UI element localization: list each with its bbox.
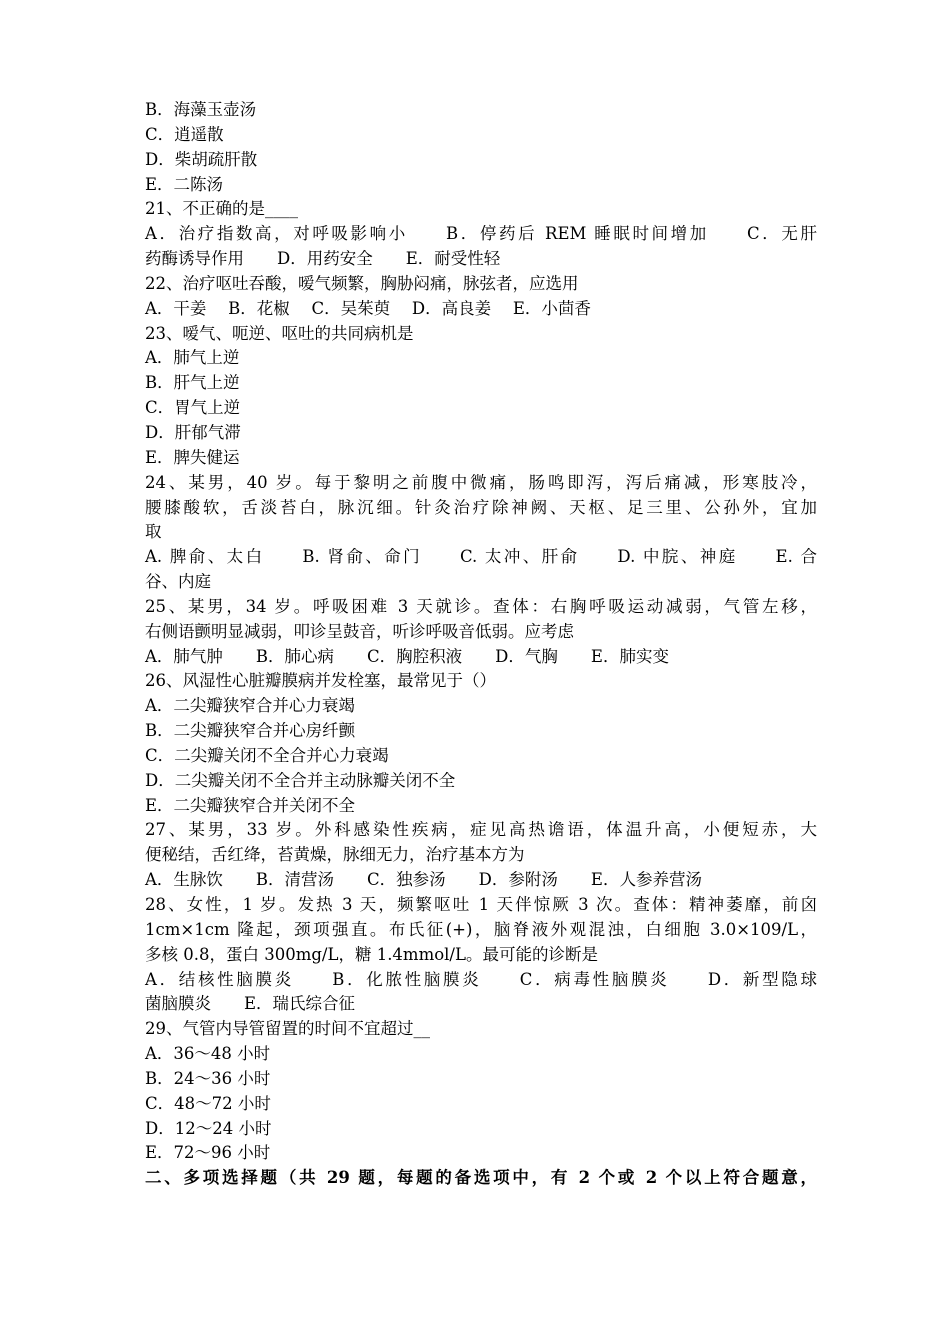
text-line: A．治疗指数高，对呼吸影响小 B．停药后 REM 睡眠时间增加 C．无肝 (145, 224, 817, 244)
text-line: D．柴胡疏肝散 (145, 149, 258, 169)
text-line: 21、不正确的是____ (145, 199, 298, 219)
text-line: D．肝郁气滞 (145, 422, 241, 442)
text-line: 29、气管内导管留置的时间不宜超过__ (145, 1019, 430, 1039)
text-line: B．海藻玉壶汤 (145, 100, 257, 119)
text-line: 25、某男，34 岁。呼吸困难 3 天就诊。查体：右胸呼吸运动减弱，气管左移， (145, 596, 817, 616)
text-line: D．12～24 小时 (145, 1118, 272, 1138)
section-heading-line: 二、多项选择题（共 29 题，每题的备选项中，有 2 个或 2 个以上符合题意， (145, 1168, 817, 1188)
text-line: 22、治疗呕吐吞酸，嗳气频繁，胸胁闷痛，脉弦者，应选用 (145, 273, 579, 293)
text-line: 药酶诱导作用 D．用药安全 E．耐受性轻 (145, 249, 501, 269)
text-line: 谷、内庭 (145, 572, 211, 592)
text-line: 多核 0.8，蛋白 300mg/L，糖 1.4mmol/L。最可能的诊断是 (145, 944, 598, 964)
text-line: A．肺气肿 B．肺心病 C．胸腔积液 D．气胸 E．肺实变 (145, 646, 669, 666)
text-line: C．胃气上逆 (145, 398, 241, 418)
text-line: B．二尖瓣狭窄合并心房纤颤 (145, 721, 356, 741)
text-line: A．干姜 B．花椒 C．吴茱萸 D．高良姜 E．小茴香 (145, 298, 591, 318)
text-line: B．肝气上逆 (145, 373, 240, 393)
text-line: B．24～36 小时 (145, 1068, 271, 1088)
text-line: 右侧语颤明显减弱，叩诊呈鼓音，听诊呼吸音低弱。应考虑 (145, 621, 574, 641)
text-line: 26、风湿性心脏瓣膜病并发栓塞，最常见于（） (145, 671, 496, 691)
text-line: 便秘结，舌红绛，苔黄燥，脉细无力，治疗基本方为 (145, 845, 525, 865)
text-line: A．肺气上逆 (145, 348, 240, 368)
text-line: 27、某男，33 岁。外科感染性疾病，症见高热谵语，体温升高，小便短赤，大 (145, 820, 817, 840)
text-line: A．二尖瓣狭窄合并心力衰竭 (145, 696, 355, 716)
text-line: E．72～96 小时 (145, 1143, 271, 1163)
text-line: 腰膝酸软，舌淡苔白，脉沉细。针灸治疗除神阙、天枢、足三里、公孙外，宜加 (145, 497, 817, 517)
text-line: A．生脉饮 B．清营汤 C．独参汤 D．参附汤 E．人参养营汤 (145, 870, 702, 890)
text-line: C．二尖瓣关闭不全合并心力衰竭 (145, 745, 389, 765)
text-line: 23、嗳气、呃逆、呕吐的共同病机是 (145, 323, 414, 343)
text-line: A．结核性脑膜炎 B．化脓性脑膜炎 C．病毒性脑膜炎 D．新型隐球 (145, 969, 817, 989)
text-line: A．36～48 小时 (145, 1044, 271, 1064)
text-line: 24、某男，40 岁。每于黎明之前腹中微痛，肠鸣即泻，泻后痛减，形寒肢冷， (145, 472, 817, 492)
text-line: 取 (145, 522, 162, 542)
document-body (145, 98, 817, 1191)
text-line: E．脾失健运 (145, 447, 240, 467)
text-line: 28、女性，1 岁。发热 3 天，频繁呕吐 1 天伴惊厥 3 次。查体：精神萎靡，前囟 (145, 895, 817, 914)
text-line: E．二尖瓣狭窄合并关闭不全 (145, 795, 356, 815)
text-line: E．二陈汤 (145, 174, 224, 194)
text-line: 菌脑膜炎 E．瑞氏综合征 (145, 994, 356, 1014)
text-line: C．48～72 小时 (145, 1093, 271, 1113)
text-line: C．逍遥散 (145, 124, 224, 144)
text-line: D．二尖瓣关闭不全合并主动脉瓣关闭不全 (145, 770, 456, 790)
text-line: A. 脾俞、太白 B. 肾俞、命门 C. 太冲、肝俞 D. 中脘、神庭 E. 合 (145, 547, 817, 567)
text-line: 1cm×1cm 隆起，颈项强直。布氏征(+)，脑脊液外观混浊，白细胞 3.0×109/L， (145, 919, 817, 939)
